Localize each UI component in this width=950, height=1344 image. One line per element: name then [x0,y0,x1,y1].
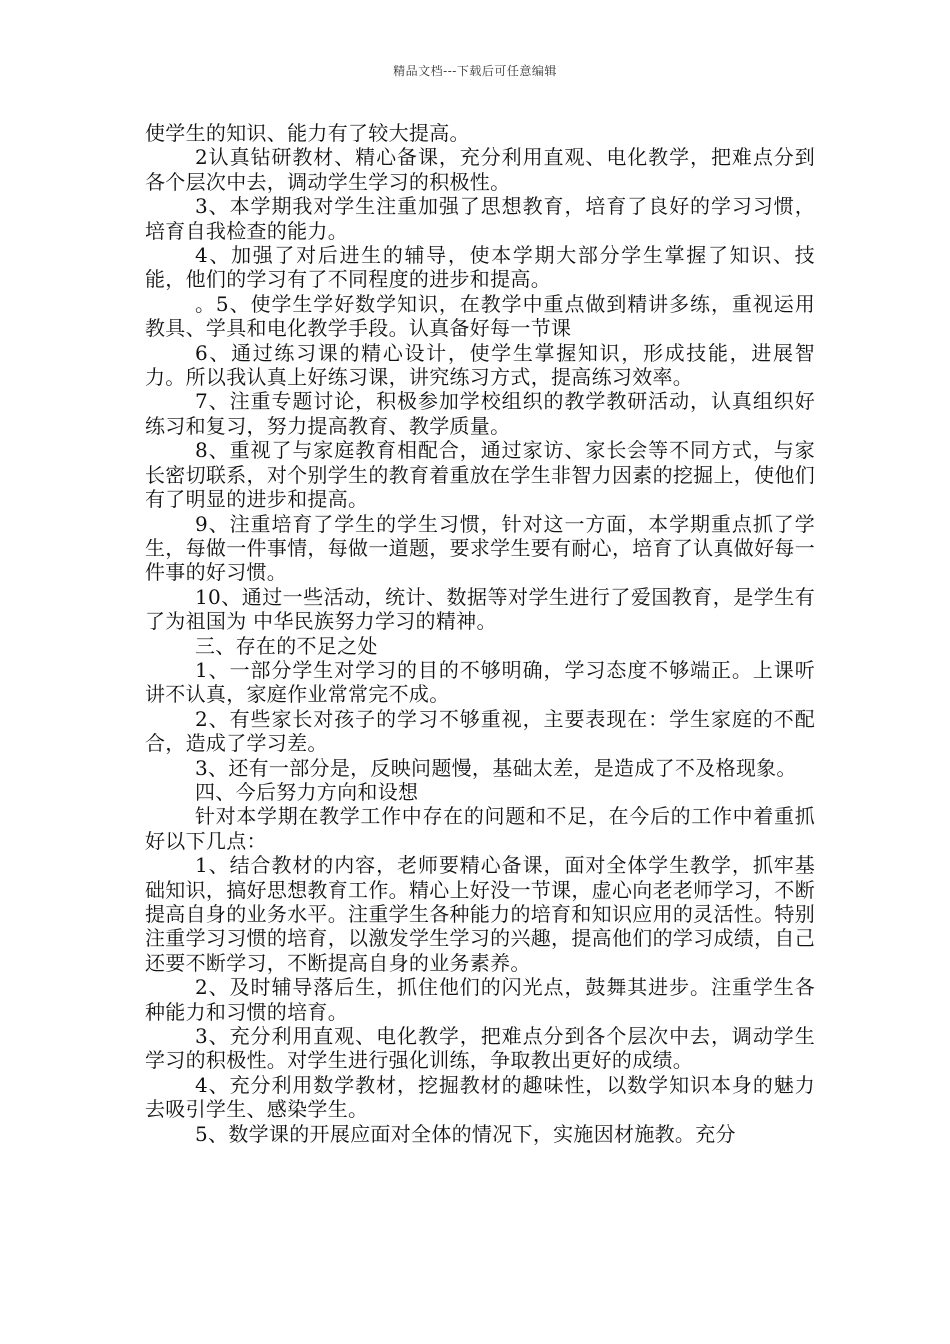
paragraph-item-4: 4、加强了对后进生的辅导，使本学期大部分学生掌握了知识、技能，他们的学习有了不同程度的进步和提高。 [145,243,815,292]
future-intro: 针对本学期在教学工作中存在的问题和不足，在今后的工作中着重抓好以下几点： [145,804,815,853]
page-header: 精品文档---下载后可任意编辑 [393,64,557,78]
future-item-4: 4、充分利用数学教材，挖掘教材的趣味性，以数学知识本身的魅力去吸引学生、感染学生。 [145,1072,815,1122]
shortcoming-item-3: 3、还有一部分是，反映问题慢，基础太差，是造成了不及格现象。 [195,755,797,780]
future-item-5: 5、数学课的开展应面对全体的情况下，实施因材施教。充分 [195,1121,736,1146]
paragraph-item-9: 9、注重培育了学生的学生习惯，针对这一方面，本学期重点抓了学生，每做一件事情，每做一道题，要求学生要有耐心，培育了认真做好每一件事的好习惯。 [145,511,815,585]
future-item-3: 3、充分利用直观、电化教学，把难点分到各个层次中去，调动学生学习的积极性。对学生进行强化训练，争取教出更好的成绩。 [145,1024,815,1073]
future-item-1: 1、结合教材的内容，老师要精心备课，面对全体学生教学，抓牢基础知识，搞好思想教育工作。精心上好没一节课，虚心向老老师学习，不断提高自身的业务水平。注重学生各种能力的培育和知识应用的灵活性。特别注重学习习惯的培育，以激发学生学习的兴趣，提高他们的学习成绩，自己还要不断学习，不断提高自身的业务素养。 [145,853,815,975]
section-heading-shortcomings: 三、存在的不足之处 [195,633,378,658]
paragraph-item-2: 2认真钻研教材、精心备课，充分利用直观、电化教学，把难点分到各个层次中去，调动学生学习的积极性。 [145,145,815,194]
document-body [145,121,815,1146]
shortcoming-item-1: 1、一部分学生对学习的目的不够明确，学习态度不够端正。上课听讲不认真，家庭作业常常完不成。 [145,657,815,707]
paragraph-continuation: 使学生的知识、能力有了较大提高。 [145,121,470,145]
section-heading-future: 四、今后努力方向和设想 [195,779,419,804]
paragraph-item-3: 3、本学期我对学生注重加强了思想教育，培育了良好的学习习惯，培育自我检查的能力。 [145,194,815,243]
paragraph-item-5: 。5、使学生学好数学知识，在教学中重点做到精讲多练，重视运用教具、学具和电化教学手段。认真备好每一节课 [145,291,815,341]
paragraph-item-7: 7、注重专题讨论，积极参加学校组织的教学教研活动，认真组织好练习和复习，努力提高教育、教学质量。 [145,389,815,438]
future-item-2: 2、及时辅导落后生，抓住他们的闪光点，鼓舞其进步。注重学生各种能力和习惯的培育。 [145,975,815,1024]
paragraph-item-10: 10、通过一些活动，统计、数据等对学生进行了爱国教育，是学生有了为祖国为 中华民族努力学习的精神。 [145,584,815,634]
paragraph-item-8: 8、重视了与家庭教育相配合，通过家访、家长会等不同方式，与家长密切联系，对个别学生的教育着重放在学生非智力因素的挖掘上，使他们有了明显的进步和提高。 [145,438,815,512]
paragraph-item-6: 6、通过练习课的精心设计，使学生掌握知识，形成技能，进展智力。所以我认真上好练习课，讲究练习方式，提高练习效率。 [145,340,815,390]
shortcoming-item-2: 2、有些家长对孩子的学习不够重视，主要表现在：学生家庭的不配合，造成了学习差。 [145,706,815,756]
